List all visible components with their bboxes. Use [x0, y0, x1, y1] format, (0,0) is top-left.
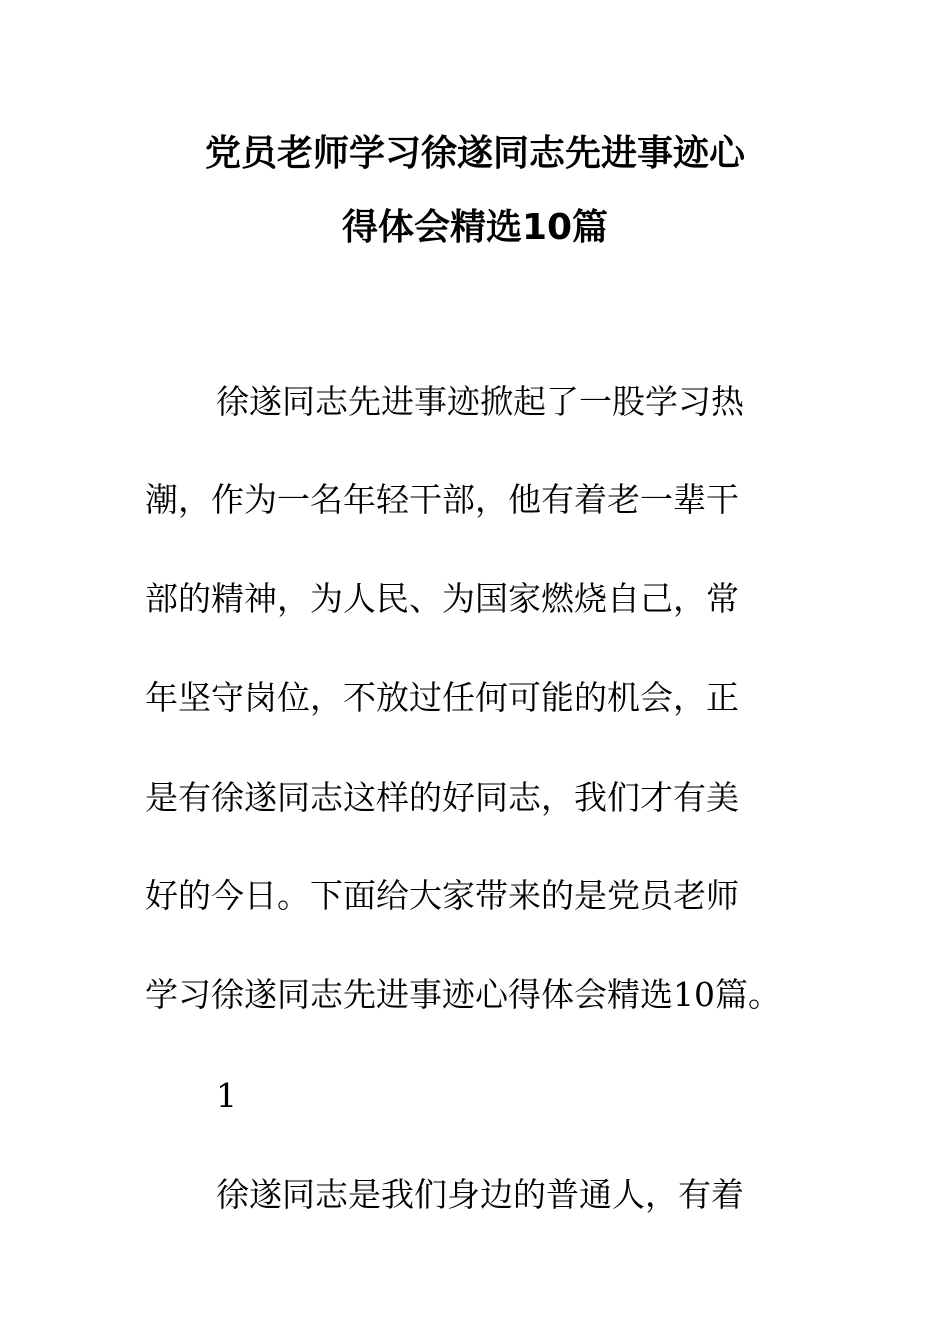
intro-paragraph-line-6: 好的今日。下面给大家带来的是党员老师: [145, 876, 739, 915]
intro-paragraph-line-5: 是有徐遂同志这样的好同志，我们才有美: [145, 778, 739, 817]
intro-paragraph-line-2: 潮，作为一名年轻干部，他有着老一辈干: [145, 480, 739, 519]
document-title-line-1: 党员老师学习徐遂同志先进事迹心: [204, 133, 745, 174]
document-title-line-2: 得体会精选10篇: [341, 207, 609, 248]
intro-paragraph-line-4: 年坚守岗位，不放过任何可能的机会，正: [145, 678, 739, 717]
section-number: 1: [216, 1076, 237, 1115]
intro-paragraph-line-1: 徐遂同志先进事迹掀起了一股学习热: [216, 382, 744, 421]
section-paragraph-line-1: 徐遂同志是我们身边的普通人，有着: [216, 1175, 744, 1214]
intro-paragraph-line-3: 部的精神，为人民、为国家燃烧自己，常: [145, 579, 739, 618]
intro-paragraph-line-7: 学习徐遂同志先进事迹心得体会精选10篇。: [145, 975, 781, 1014]
